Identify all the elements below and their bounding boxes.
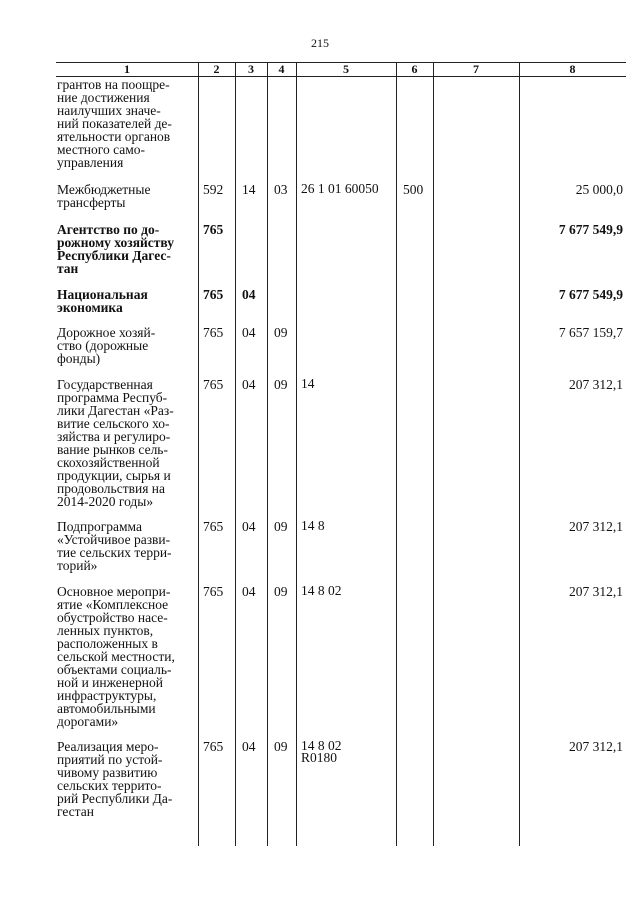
row-name: Межбюджетные трансферты <box>57 182 151 210</box>
row-col-6: 500 <box>403 182 424 197</box>
col-divider-4 <box>296 62 297 846</box>
row-col-8: 7 677 549,9 <box>558 222 623 237</box>
col-divider-5 <box>396 62 397 846</box>
page-number: 215 <box>311 36 329 50</box>
row-col-3: 04 <box>242 377 256 392</box>
budget-table <box>56 62 626 846</box>
row-col-2: 765 <box>203 222 224 237</box>
header-col-2: 2 <box>213 62 220 76</box>
row-col-4: 09 <box>274 584 288 599</box>
row-col-5: 14 8 02 <box>301 583 342 598</box>
row-name: Основное меропри- ятие «Комплексное обустройство насе- ленных пунктов, расположенных в сельской местности, объектами социаль- ной и инженерной инфраструктуры, автомобильными дорогами» <box>57 584 175 729</box>
header-col-4: 4 <box>278 62 285 76</box>
row-col-8: 207 312,1 <box>569 519 623 534</box>
row-col-8: 207 312,1 <box>569 739 623 754</box>
row-col-4: 09 <box>274 519 288 534</box>
header-col-8: 8 <box>569 62 576 76</box>
col-divider-1 <box>198 62 199 846</box>
row-col-2: 765 <box>203 377 224 392</box>
col-divider-7 <box>519 62 520 846</box>
row-col-4: 09 <box>274 325 288 340</box>
row-name: грантов на поощре- ние достижения наилучших значе- ний показателей де- ятельности органов местного само- управления <box>57 77 172 170</box>
row-col-5: 14 <box>301 376 315 391</box>
row-col-2: 765 <box>203 325 224 340</box>
header-col-1: 1 <box>124 62 130 76</box>
row-col-3: 04 <box>242 325 256 340</box>
row-col-4: 09 <box>274 739 288 754</box>
row-name: Подпрограмма «Устойчивое разви- тие сельских терри- торий» <box>57 519 172 573</box>
row-name: Реализация меро- приятий по устой- чивому развитию сельских террито- рий Республики Да- гестан <box>57 739 173 819</box>
row-col-5: 14 8 02 R0180 <box>301 738 342 765</box>
header-col-3: 3 <box>248 62 254 76</box>
row-col-4: 09 <box>274 377 288 392</box>
header-col-7: 7 <box>473 62 479 76</box>
row-col-2: 765 <box>203 584 224 599</box>
row-name: Агентство по до- рожному хозяйству Республики Дагес- тан <box>57 222 174 276</box>
row-col-3: 04 <box>242 584 256 599</box>
row-col-2: 592 <box>203 182 224 197</box>
row-col-8: 7 657 159,7 <box>558 325 623 340</box>
row-col-3: 04 <box>242 739 256 754</box>
col-divider-6 <box>433 62 434 846</box>
row-col-3: 04 <box>242 519 256 534</box>
row-col-8: 7 677 549,9 <box>558 287 623 302</box>
row-name: Государственная программа Респуб- лики Дагестан «Раз- витие сельского хо- зяйства и регулиро- вание рынков сель- скохозяйственной продукции, сырья и продовольствия на 2014-2020 годы» <box>57 377 174 509</box>
row-col-3: 14 <box>242 182 256 197</box>
col-divider-2 <box>235 62 236 846</box>
row-col-8: 207 312,1 <box>569 377 623 392</box>
row-col-4: 03 <box>274 182 288 197</box>
row-col-8: 25 000,0 <box>575 182 623 197</box>
row-name: Национальная экономика <box>57 287 148 315</box>
row-col-2: 765 <box>203 519 224 534</box>
row-col-3: 04 <box>242 287 256 302</box>
col-divider-3 <box>267 62 268 846</box>
header-col-6: 6 <box>411 62 418 76</box>
row-name: Дорожное хозяй- ство (дорожные фонды) <box>57 325 156 366</box>
row-col-8: 207 312,1 <box>569 584 623 599</box>
row-col-2: 765 <box>203 287 224 302</box>
header-col-5: 5 <box>343 62 349 76</box>
row-col-2: 765 <box>203 739 224 754</box>
row-col-5: 26 1 01 60050 <box>301 181 379 196</box>
row-col-5: 14 8 <box>301 518 325 533</box>
